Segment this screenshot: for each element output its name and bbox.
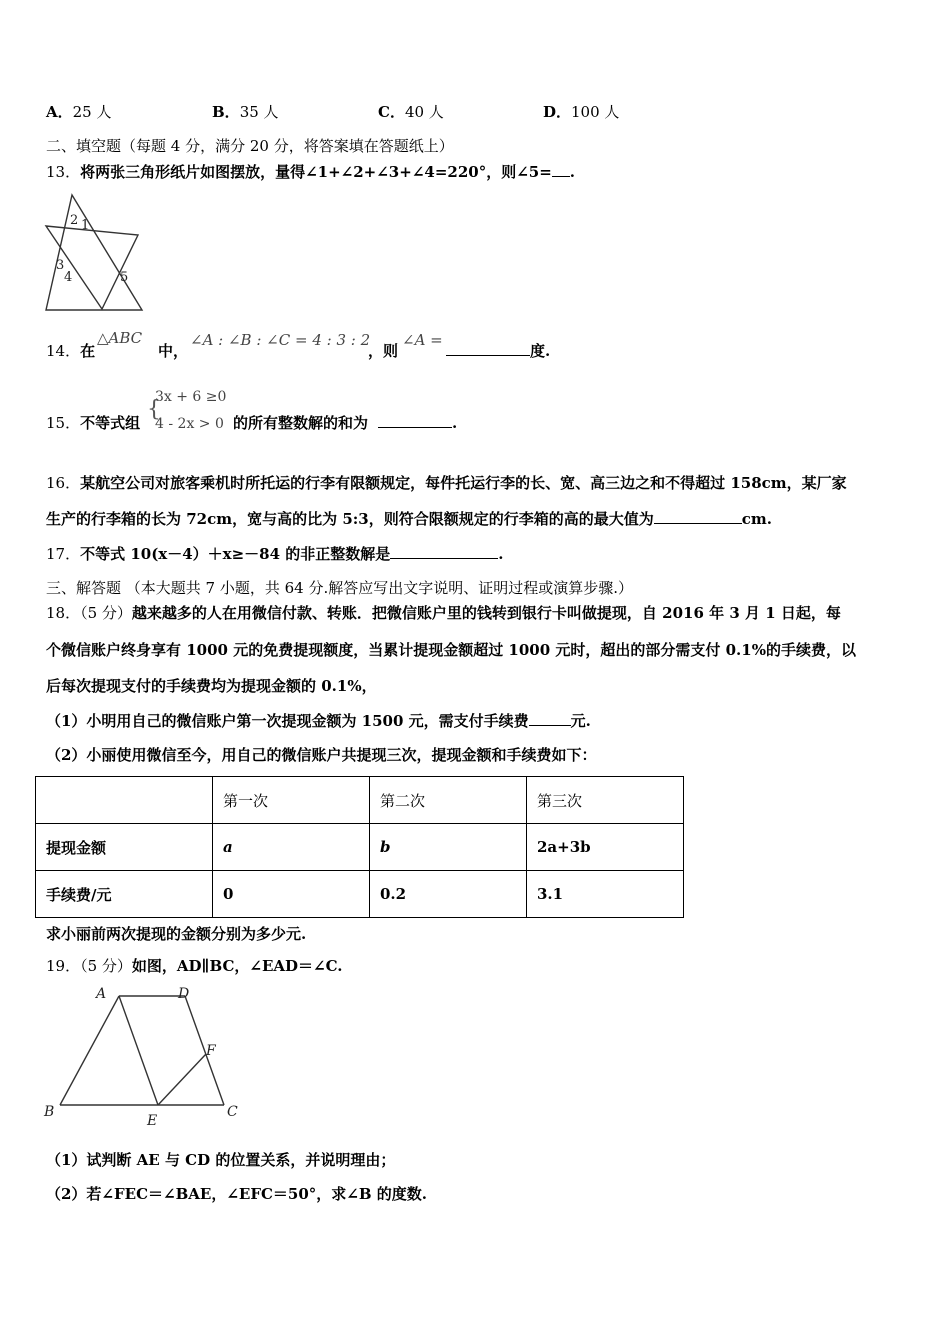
triangle-abc: △ABC [97, 329, 143, 347]
question-15-end: 的所有整数解的和为 . [233, 414, 458, 432]
table-cell: 2a+3b [527, 824, 684, 871]
question-19-figure [40, 983, 245, 1129]
table-header-row [36, 777, 684, 824]
fig19-label-c: C [227, 1104, 238, 1120]
inequality-2: 4 - 2x > 0 [155, 416, 224, 432]
angle-a-expression: ∠A = [402, 331, 443, 349]
table-cell: 3.1 [527, 871, 684, 918]
question-16-line-1: 16．某航空公司对旅客乘机时所托运的行李有限额规定，每件托运行李的长、宽、高三边之和不得超过 158cm，某厂家 [46, 474, 847, 492]
table-cell: 手续费/元 [36, 871, 213, 918]
question-13: 13．将两张三角形纸片如图摆放，量得∠1+∠2+∠3+∠4=220°，则∠5= . [46, 163, 576, 181]
fig19-label-d: D [178, 986, 190, 1002]
table-row [36, 871, 684, 918]
question-19-intro: 19．（5 分）如图，AD∥BC，∠EAD＝∠C. [46, 957, 343, 975]
question-18-line-3: 后每次提现支付的手续费均为提现金额的 0.1%， [46, 677, 377, 695]
fig19-label-a: A [96, 986, 107, 1002]
fig19-label-e: E [147, 1113, 158, 1129]
question-13-figure [42, 192, 148, 314]
question-14-number: 14．在 [46, 342, 96, 360]
table-row [36, 824, 684, 871]
question-14-blank: 度. [446, 341, 550, 361]
table-cell: 0.2 [370, 871, 527, 918]
question-18-part-1: （1）小明用自己的微信账户第一次提现金额为 1500 元，需支付手续费 元. [46, 712, 591, 730]
table-cell: a [213, 824, 370, 871]
inequality-1: 3x + 6 ≥0 [155, 389, 227, 405]
table-header-cell: 第二次 [370, 777, 527, 824]
fig13-label-2: 2 [70, 213, 79, 228]
table-header-cell: 第三次 [527, 777, 684, 824]
option-c: C．40 人 [378, 103, 444, 121]
question-19-part-2: （2）若∠FEC＝∠BAE，∠EFC＝50°，求∠B 的度数. [46, 1185, 427, 1203]
fig13-label-1: 1 [81, 218, 90, 233]
fig19-label-b: B [44, 1104, 55, 1120]
table-cell: 0 [213, 871, 370, 918]
question-14-then: ，则 [368, 342, 399, 360]
section-fill-blank-heading: 二、填空题（每题 4 分，满分 20 分，将答案填在答题纸上） [46, 137, 454, 155]
fig13-label-3: 3 [56, 258, 65, 273]
option-a: A．25 人 [46, 103, 112, 121]
fig13-label-4: 4 [64, 270, 73, 285]
question-19-part-1: （1）试判断 AE 与 CD 的位置关系，并说明理由； [46, 1151, 396, 1169]
question-16-line-2: 生产的行李箱的长为 72cm，宽与高的比为 5:3，则符合限额规定的行李箱的高的最大值为 cm. [46, 510, 772, 528]
table-header-cell: 第一次 [213, 777, 370, 824]
withdrawal-table [35, 776, 684, 918]
brace-icon: { [147, 397, 161, 422]
fig19-label-f: F [206, 1043, 216, 1059]
question-14-middle: 中， [158, 342, 189, 360]
question-18-line-1: 18．（5 分）越来越多的人在用微信付款、转账．把微信账户里的钱转到银行卡叫做提现，自 2016 年 3 月 1 日起，每 [46, 604, 841, 622]
table-cell: 提现金额 [36, 824, 213, 871]
question-18-line-2: 个微信账户终身享有 1000 元的免费提现额度，当累计提现金额超过 1000 元时，超出的部分需支付 0.1%的手续费，以 [46, 641, 856, 659]
table-cell: b [370, 824, 527, 871]
table-header-cell [36, 777, 213, 824]
option-d: D．100 人 [543, 103, 620, 121]
question-18-part-2: （2）小丽使用微信至今，用自己的微信账户共提现三次，提现金额和手续费如下： [46, 746, 597, 764]
question-18-ask: 求小丽前两次提现的金额分别为多少元. [46, 925, 307, 943]
option-b: B．35 人 [212, 103, 279, 121]
question-15-start: 15．不等式组 [46, 414, 141, 432]
question-17: 17．不等式 10(x－4）＋x≥－84 的非正整数解是 . [46, 545, 504, 563]
section-solve-heading: 三、解答题 （本大题共 7 小题，共 64 分.解答应写出文字说明、证明过程或演算步骤.） [46, 579, 634, 597]
angle-ratio: ∠A : ∠B : ∠C = 4 : 3 : 2 [190, 331, 371, 349]
fig13-label-5: 5 [120, 270, 129, 285]
